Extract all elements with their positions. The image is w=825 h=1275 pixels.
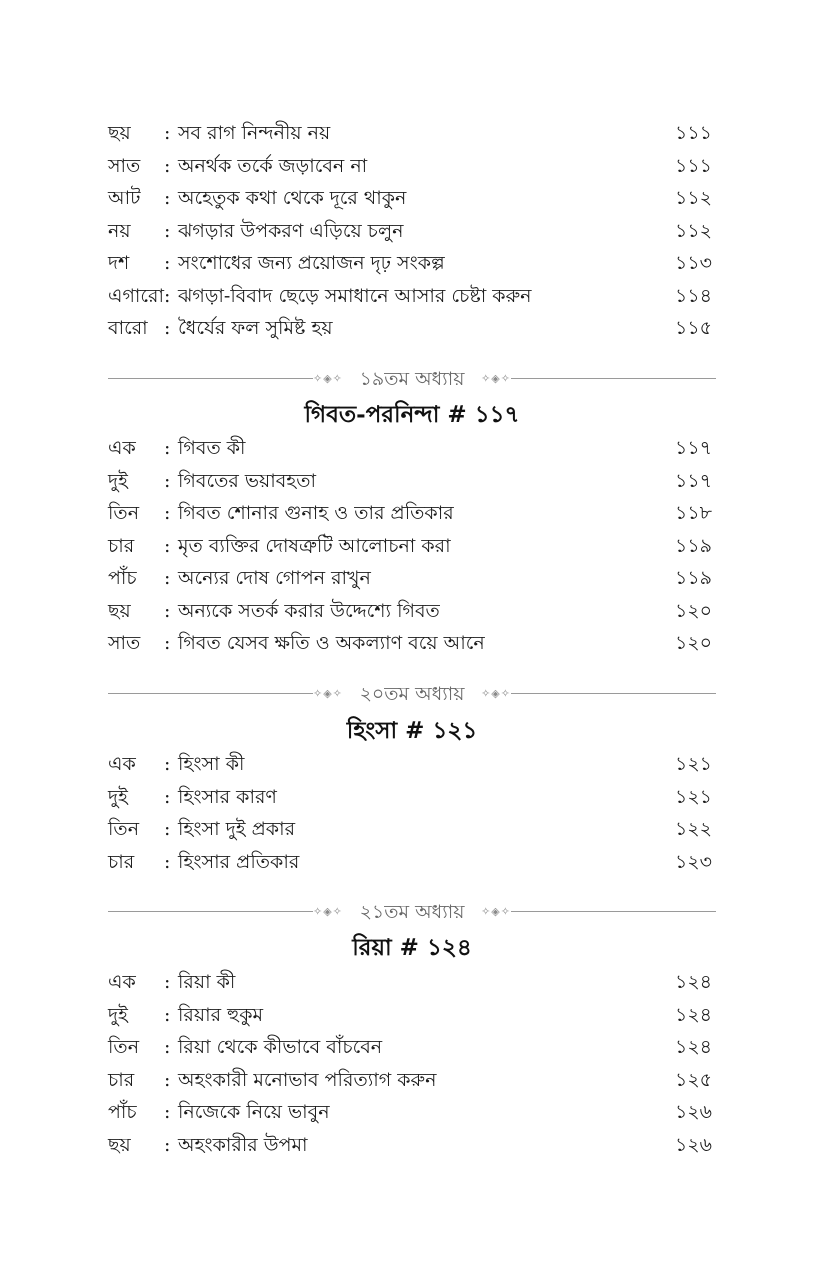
toc-row-number: তিন [108, 1036, 140, 1058]
toc-row-title: ঝগড়া-বিবাদ ছেড়ে সমাধানে আসার চেষ্টা করুন [178, 284, 532, 307]
divider-line-left [108, 693, 313, 694]
toc-row-title: অহেতুক কথা থেকে দূরে থাকুন [178, 187, 407, 209]
toc-row-title: গিবতের ভয়াবহতা [178, 469, 317, 492]
toc-row-page: ১১৫ [675, 317, 712, 339]
toc-list-chapter-20 [108, 748, 712, 878]
toc-row-title: রিয়া কী [178, 971, 236, 993]
toc-row-page: ১২১ [674, 753, 712, 775]
toc-row: সাত : গিবত যেসব ক্ষতি ও অকল্যাণ বয়ে আনে ১২০ [108, 627, 712, 660]
toc-row-number: বারো [108, 317, 148, 339]
toc-row-title: অহংকারীর উপমা [178, 1133, 308, 1156]
toc-row-page: ১১৪ [675, 284, 712, 307]
toc-list-chapter-19 [108, 432, 712, 660]
toc-row: তিন : হিংসা দুই প্রকার ১২২ [108, 813, 712, 846]
toc-row: আট : অহেতুক কথা থেকে দূরে থাকুন ১১২ [108, 182, 712, 215]
toc-row: পাঁচ : অন্যের দোষ গোপন রাখুন ১১৯ [108, 562, 712, 595]
toc-row-number: তিন [108, 818, 140, 840]
ornament-icon: ✧◈✧ [481, 905, 511, 918]
toc-row-number: তিন [108, 502, 140, 524]
toc-row-number: ছয় [108, 122, 131, 144]
chapter-heading: গিবত-পরনিন্দা # ১১৭ [304, 401, 520, 428]
toc-row-number: এক [108, 971, 136, 993]
toc-row-title: হিংসা দুই প্রকার [178, 818, 296, 840]
toc-row-title: গিবত শোনার গুনাহ ও তার প্রতিকার [178, 502, 454, 524]
chapter-label: ২০তম অধ্যায় [359, 683, 465, 705]
chapter-heading: হিংসা # ১২১ [346, 717, 478, 744]
toc-row-title: অহংকারী মনোভাব পরিত্যাগ করুন [178, 1068, 437, 1091]
toc-row-number: পাঁচ [108, 1101, 137, 1123]
toc-row-title: অন্যের দোষ গোপন রাখুন [178, 567, 371, 589]
toc-row-page: ১২১ [674, 785, 712, 808]
toc-row: ছয় : অন্যকে সতর্ক করার উদ্দেশ্যে গিবত ১২০ [108, 595, 712, 628]
toc-row: চার : মৃত ব্যক্তির দোষত্রুটি আলোচনা করা ১১৯ [108, 530, 712, 563]
toc-row-title: ধৈর্যের ফল সুমিষ্ট হয় [178, 317, 333, 339]
toc-row-title: হিংসার কারণ [178, 785, 277, 808]
toc-row-page: ১২৪ [674, 1036, 712, 1058]
ornament-icon: ✧◈✧ [313, 687, 343, 700]
toc-row: দুই : হিংসার কারণ ১২১ [108, 781, 712, 814]
toc-row-page: ১১৭ [674, 469, 712, 492]
toc-row-number: ছয় [108, 1133, 131, 1156]
toc-row: তিন : রিয়া থেকে কীভাবে বাঁচবেন ১২৪ [108, 1031, 712, 1064]
toc-row: পাঁচ : নিজেকে নিয়ে ভাবুন ১২৬ [108, 1096, 712, 1129]
toc-row-page: ১১৭ [674, 437, 712, 459]
toc-row-page: ১১১ [675, 122, 712, 144]
toc-row: এগারো : ঝগড়া-বিবাদ ছেড়ে সমাধানে আসার চেষ্টা করুন ১১৪ [108, 280, 712, 313]
toc-row: সাত : অনর্থক তর্কে জড়াবেন না ১১১ [108, 150, 712, 183]
toc-row-page: ১২৬ [674, 1101, 712, 1123]
chapter-label: ১৯তম অধ্যায় [359, 368, 465, 390]
toc-row-number: আট [108, 187, 141, 209]
toc-row: নয় : ঝগড়ার উপকরণ এড়িয়ে চলুন ১১২ [108, 215, 712, 248]
toc-row-page: ১২০ [674, 599, 712, 622]
toc-row-number: দশ [108, 252, 130, 274]
toc-list-chapter-21 [108, 966, 712, 1161]
divider-line-right [511, 378, 716, 379]
toc-row-page: ১২৫ [674, 1068, 712, 1091]
toc-row: এক : গিবত কী ১১৭ [108, 432, 712, 465]
toc-row-page: ১২৪ [674, 1003, 712, 1026]
toc-row-title: অনর্থক তর্কে জড়াবেন না [178, 154, 368, 177]
divider-line-left [108, 378, 313, 379]
toc-row-number: নয় [108, 219, 131, 242]
divider-line-left [108, 911, 313, 912]
toc-row: দুই : গিবতের ভয়াবহতা ১১৭ [108, 465, 712, 498]
toc-row-title: মৃত ব্যক্তির দোষত্রুটি আলোচনা করা [178, 534, 451, 557]
toc-row-number: দুই [108, 469, 128, 492]
toc-row-number: সাত [108, 154, 141, 177]
chapter-divider [108, 897, 716, 927]
toc-row-title: রিয়ার হুকুম [178, 1003, 264, 1026]
divider-line-right [511, 693, 716, 694]
toc-row-page: ১১৯ [675, 567, 712, 589]
toc-row: এক : রিয়া কী ১২৪ [108, 966, 712, 999]
toc-row: চার : হিংসার প্রতিকার ১২৩ [108, 846, 712, 879]
toc-row-title: গিবত কী [178, 437, 246, 459]
ornament-icon: ✧◈✧ [313, 905, 343, 918]
toc-row-title: হিংসা কী [178, 753, 245, 775]
toc-row-number: চার [108, 850, 135, 873]
toc-row-number: দুই [108, 785, 128, 808]
toc-row-page: ১১৯ [675, 534, 712, 557]
toc-row-number: এগারো [108, 284, 165, 307]
toc-row-title: সব রাগ নিন্দনীয় নয় [178, 122, 331, 144]
toc-row-page: ১১৮ [675, 502, 712, 524]
toc-row: তিন : গিবত শোনার গুনাহ ও তার প্রতিকার ১১৮ [108, 497, 712, 530]
toc-row-page: ১২৪ [674, 971, 712, 993]
divider-line-right [511, 911, 716, 912]
toc-row: এক : হিংসা কী ১২১ [108, 748, 712, 781]
toc-row-page: ১১২ [674, 219, 712, 242]
toc-row-number: চার [108, 534, 135, 557]
toc-row: ছয় : সব রাগ নিন্দনীয় নয় ১১১ [108, 117, 712, 150]
toc-row-number: সাত [108, 632, 141, 654]
toc-row: বারো : ধৈর্যের ফল সুমিষ্ট হয় ১১৫ [108, 312, 712, 345]
ornament-icon: ✧◈✧ [313, 372, 343, 385]
toc-row: দশ : সংশোধের জন্য প্রয়োজন দৃঢ় সংকল্প ১১৩ [108, 247, 712, 280]
toc-row-title: রিয়া থেকে কীভাবে বাঁচবেন [178, 1036, 383, 1058]
toc-row: ছয় : অহংকারীর উপমা ১২৬ [108, 1129, 712, 1162]
toc-row-page: ১১১ [675, 154, 712, 177]
toc-row-page: ১২৬ [674, 1133, 712, 1156]
toc-row-number: এক [108, 753, 136, 775]
chapter-label: ২১তম অধ্যায় [359, 901, 465, 923]
chapter-divider [108, 364, 716, 394]
chapter-divider [108, 679, 716, 709]
toc-row-number: দুই [108, 1003, 128, 1026]
toc-row-title: ঝগড়ার উপকরণ এড়িয়ে চলুন [178, 219, 404, 242]
toc-row-title: নিজেকে নিয়ে ভাবুন [178, 1101, 330, 1123]
toc-row-number: ছয় [108, 599, 131, 622]
ornament-icon: ✧◈✧ [481, 687, 511, 700]
toc-row-page: ১২৩ [674, 850, 712, 873]
toc-row-page: ১১৩ [674, 252, 712, 274]
toc-row-number: চার [108, 1068, 135, 1091]
toc-row-title: হিংসার প্রতিকার [178, 850, 300, 873]
chapter-heading: রিয়া # ১২৪ [352, 934, 472, 961]
toc-row-page: ১২০ [674, 632, 712, 654]
toc-row-number: এক [108, 437, 136, 459]
toc-row: দুই : রিয়ার হুকুম ১২৪ [108, 999, 712, 1032]
toc-row-title: গিবত যেসব ক্ষতি ও অকল্যাণ বয়ে আনে [178, 632, 485, 654]
toc-row-page: ১১২ [674, 187, 712, 209]
toc-list-prev [108, 117, 712, 345]
toc-row: চার : অহংকারী মনোভাব পরিত্যাগ করুন ১২৫ [108, 1064, 712, 1097]
toc-row-title: অন্যকে সতর্ক করার উদ্দেশ্যে গিবত [178, 599, 440, 622]
toc-row-number: পাঁচ [108, 567, 137, 589]
toc-row-page: ১২২ [674, 818, 712, 840]
ornament-icon: ✧◈✧ [481, 372, 511, 385]
toc-row-title: সংশোধের জন্য প্রয়োজন দৃঢ় সংকল্প [178, 252, 445, 274]
